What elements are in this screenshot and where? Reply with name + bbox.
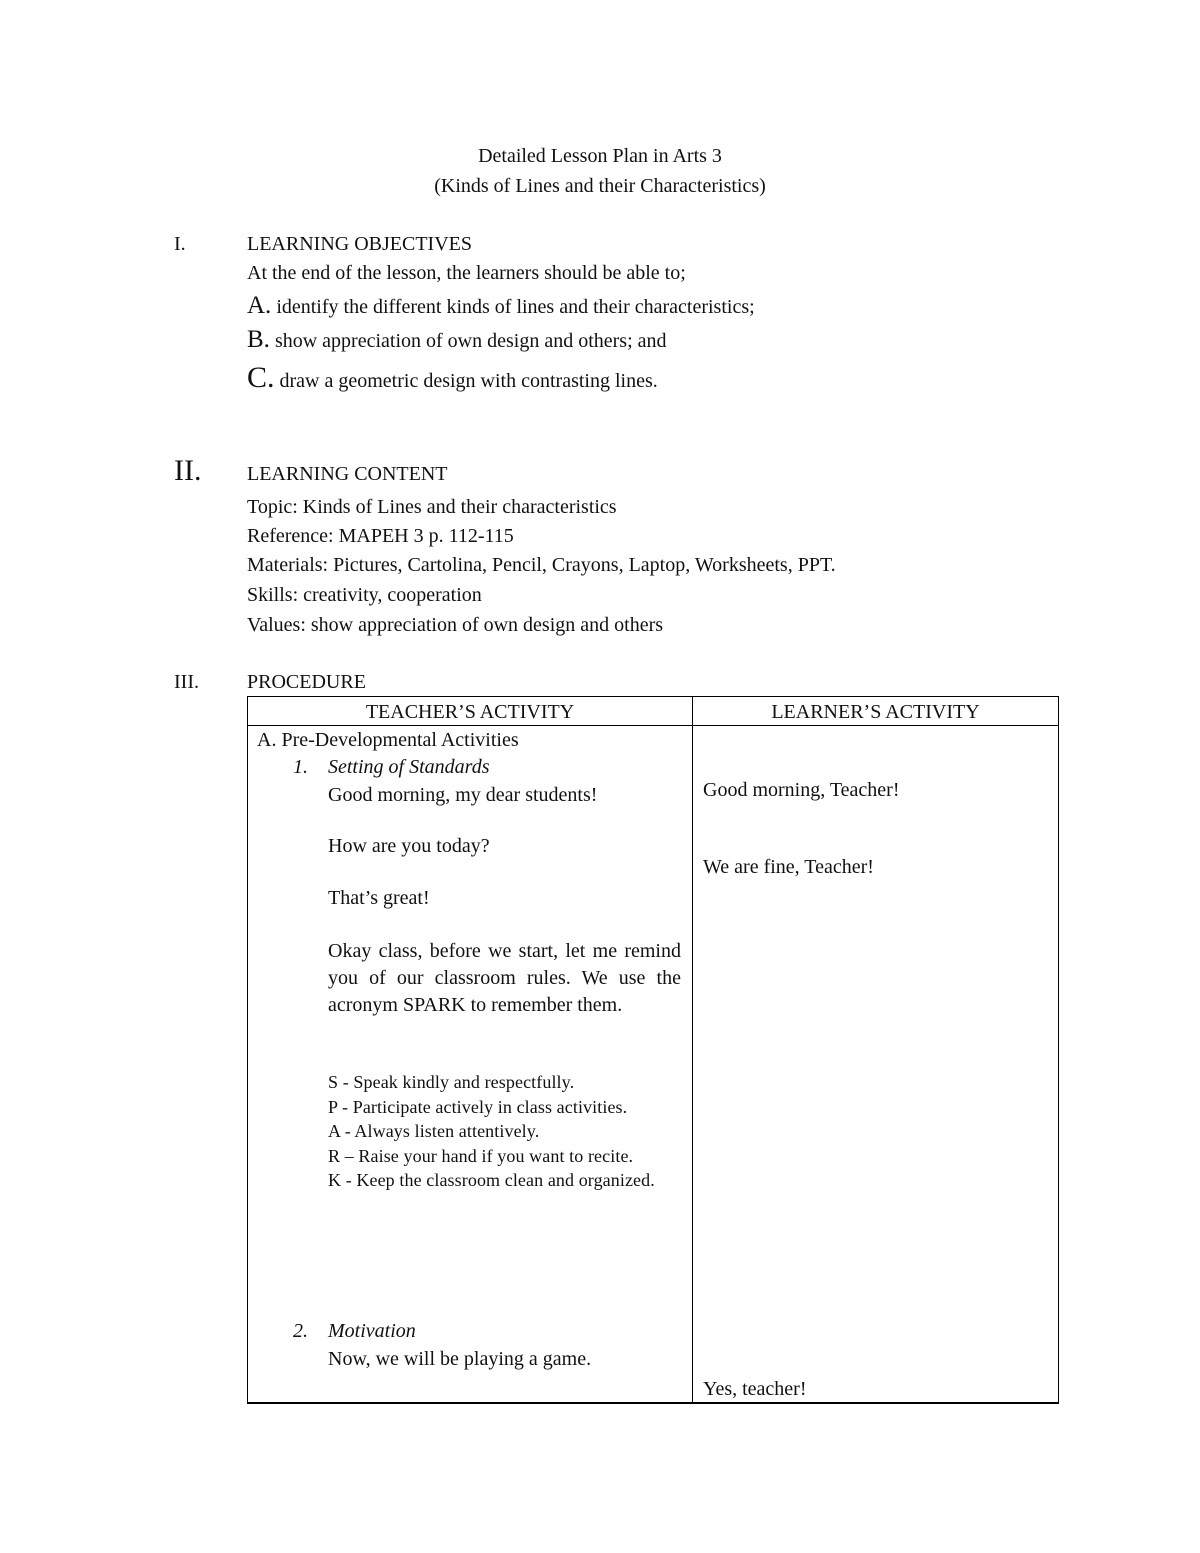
rule-item: R – Raise your hand if you want to recite. [328,1145,634,1166]
document-title: Detailed Lesson Plan in Arts 3 [478,145,722,167]
procedure-part-a: A. Pre-Developmental Activities [257,729,519,751]
rule-item: S - Speak kindly and respectfully. [328,1072,575,1092]
objective-text: identify the different kinds of lines and their characteristics; [276,296,755,318]
rule-item: K - Keep the classroom clean and organized. [328,1170,655,1191]
objective-letter: C. [247,361,275,394]
table-border-left [247,696,248,1403]
table-column-divider [692,696,693,1403]
table-border-right [1058,696,1059,1403]
section-heading: LEARNING OBJECTIVES [247,233,472,255]
teacher-greeting: Good morning, my dear students! [328,784,598,806]
table-header-teacher: TEACHER’S ACTIVITY [365,701,575,723]
content-line: Materials: Pictures, Cartolina, Pencil, Crayons, Laptop, Worksheets, PPT. [247,554,836,576]
objective-letter: A. [247,292,272,319]
rule-item: A - Always listen attentively. [328,1121,540,1142]
teacher-response: That’s great! [328,887,430,909]
content-line: Topic: Kinds of Lines and their characteristics [247,496,617,518]
learner-reply: Yes, teacher! [703,1378,807,1400]
content-line: Skills: creativity, cooperation [247,584,482,606]
table-header-learner: LEARNER’S ACTIVITY [771,701,980,723]
table-border-bottom [247,1402,1059,1404]
objectives-intro: At the end of the lesson, the learners should be able to; [247,262,686,284]
content-line: Reference: MAPEH 3 p. 112-115 [247,525,514,547]
objective-item [247,361,658,394]
step-number: 2. [293,1320,308,1342]
objective-item [247,328,667,353]
section-numeral: II. [174,454,202,487]
rules-intro: Okay class, before we start, let me remind you of our classroom rules. We use the acronym SPARK to remember them. [328,940,681,1016]
section-heading: LEARNING CONTENT [247,463,448,485]
learner-reply: Good morning, Teacher! [703,779,900,801]
objective-item [247,294,755,319]
document-subtitle: (Kinds of Lines and their Characteristics) [434,175,766,197]
step-title: Motivation [328,1320,416,1342]
content-line: Values: show appreciation of own design and others [247,614,664,636]
step-number: 1. [293,756,308,778]
section-heading: PROCEDURE [247,671,366,693]
section-numeral: III. [174,671,199,693]
objective-letter: B. [247,326,270,353]
teacher-question: How are you today? [328,835,490,857]
learner-reply: We are fine, Teacher! [703,856,874,878]
step-title: Setting of Standards [328,756,490,778]
objective-text: show appreciation of own design and others; and [274,330,667,352]
section-numeral: I. [174,233,186,255]
rule-item: P - Participate actively in class activities. [328,1096,628,1117]
rules-list [328,1070,681,1193]
teacher-instruction: Now, we will be playing a game. [328,1348,592,1370]
objective-text: draw a geometric design with contrasting lines. [279,370,658,392]
table-header-divider [247,725,1059,726]
table-border-top [247,696,1059,697]
